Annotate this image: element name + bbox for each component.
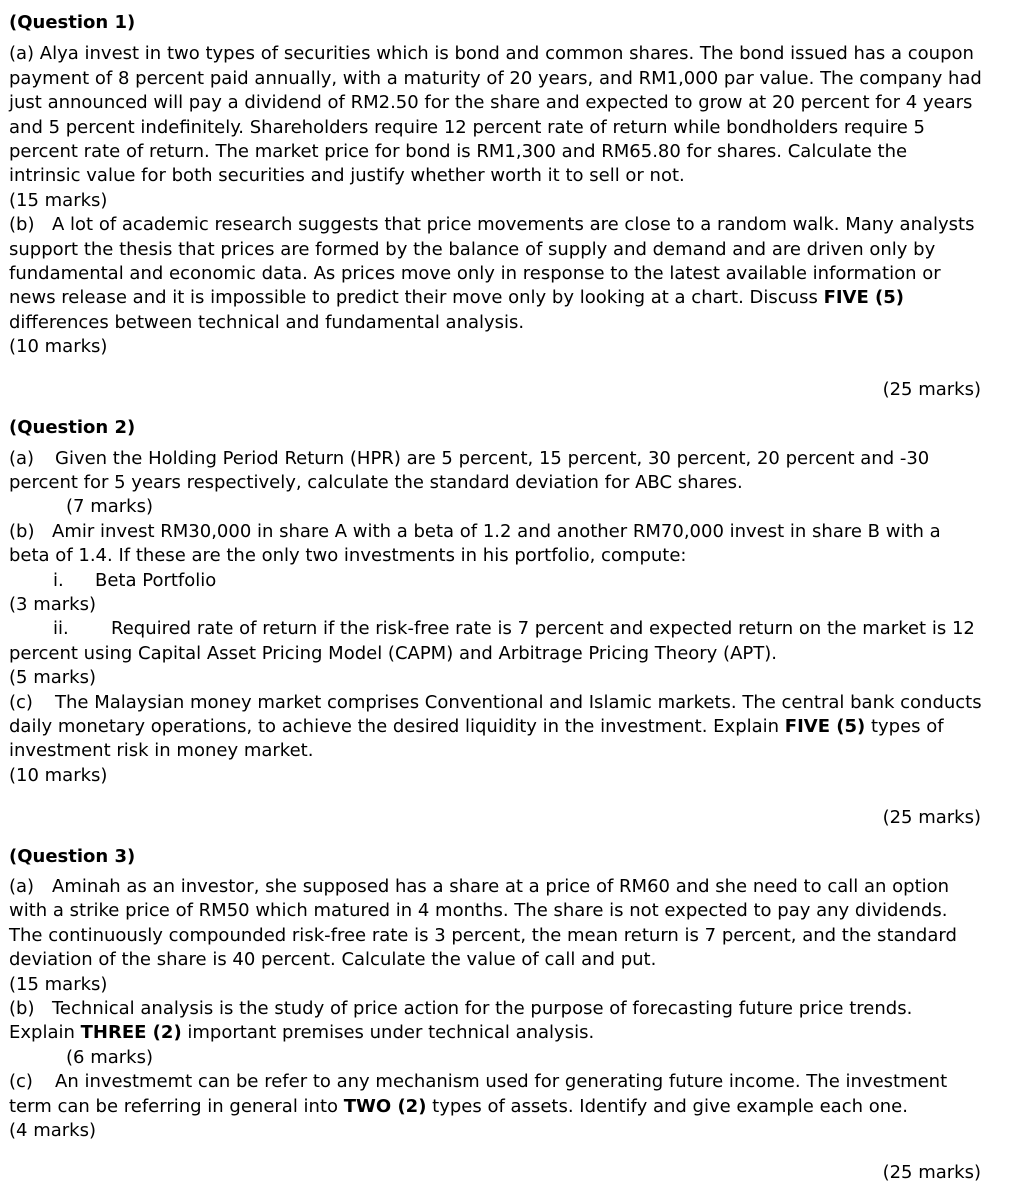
q2-part-b-ii-marks: (5 marks) — [9, 667, 96, 689]
q3-part-c-marks: (4 marks) — [9, 1120, 96, 1142]
q2-part-b-ii-label: ii. — [53, 618, 69, 640]
q2-part-b-label: (b) — [9, 520, 35, 542]
q2-part-b-ii-text: Required rate of return if the risk-free rate is 7 percent and expected return on the market is 12 percent using Capital Asset Pricing Model (CAPM) and Arbitrage Pricing Theory (APT). — [9, 618, 975, 664]
q1-part-b-label: (b) — [9, 214, 35, 236]
q2-part-b-i-text: Beta Portfolio — [95, 569, 217, 591]
q3-part-c-bold: TWO (2) — [343, 1095, 427, 1117]
q2-part-c-text-1: The Malaysian money market comprises Conventional and Islamic markets. The central bank conducts daily monetary operations, to achieve the desired liquidity in the investment. Explain — [9, 691, 982, 737]
q2-part-a-body: Given the Holding Period Return (HPR) are 5 percent, 15 percent, 30 percent, 20 percent and -30 percent for 5 years respectively, calculate the standard deviation for ABC shares. — [9, 447, 930, 493]
q1-total-marks: (25 marks) — [882, 378, 981, 400]
q2-part-c-text-2: types of investment risk in money market. — [9, 715, 944, 762]
q2-part-b-ii — [9, 617, 982, 666]
q2-part-a-label: (a) — [9, 447, 35, 469]
q3-part-a-marks: (15 marks) — [9, 973, 108, 995]
q2-part-b-i-label: i. — [53, 569, 64, 591]
q1-part-b-marks: (10 marks) — [9, 336, 108, 358]
q3-part-a-text — [9, 875, 982, 973]
q2-part-b-body: Amir invest RM30,000 in share A with a beta of 1.2 and another RM70,000 invest in share B with a beta of 1.4. If these are the only two investments in his portfolio, compute: — [9, 520, 941, 567]
q2-part-c-marks: (10 marks) — [9, 764, 108, 786]
q1-part-a-marks: (15 marks) — [9, 189, 108, 211]
q3-part-b-marks: (6 marks) — [66, 1046, 153, 1068]
q2-part-b-i-marks: (3 marks) — [9, 593, 96, 615]
question-1 — [9, 11, 982, 402]
q2-part-a-marks: (7 marks) — [66, 496, 153, 518]
q1-part-b-text-1: A lot of academic research suggests that price movements are close to a random walk. Many analysts support the thesis that prices are formed by the balance of supply and demand and are driven only by fundamental and economic data. As prices move only in response to the latest available information or news release and it is impossible to predict their move only by looking at a chart. Discuss — [9, 214, 975, 309]
question-3-title: (Question 3) — [9, 845, 136, 867]
q3-part-c-text-2: types of assets. Identify and give example each one. — [426, 1095, 908, 1117]
question-1-title: (Question 1) — [9, 12, 136, 33]
q1-part-b-bold: FIVE (5) — [823, 287, 905, 309]
q2-part-a-text — [9, 447, 982, 496]
q3-part-b-text — [9, 997, 982, 1046]
q3-part-c-text-1: An investmemt can be refer to any mechanism used for generating future income. The investment term can be referring in general into — [9, 1071, 948, 1117]
q1-part-a-text: (a) Alya invest in two types of securities which is bond and common shares. The bond issued has a coupon payment of 8 percent paid annually, with a maturity of 20 years, and RM1,000 par value. The company had just announced will pay a dividend of RM2.50 for the share and expected to grow at 20 percent for 4 years and 5 percent indefinitely. Shareholders require 12 percent rate of return while bondholders require 5 percent rate of return. The market price for bond is RM1,300 and RM65.80 for shares. Calculate the intrinsic value for both securities and justify whether worth it to sell or not. — [9, 43, 982, 187]
q2-part-c-bold: FIVE (5) — [784, 715, 866, 737]
q3-part-b-text-2: important premises under technical analysis. — [181, 1022, 595, 1044]
q2-total-marks: (25 marks) — [882, 807, 981, 829]
question-3 — [9, 845, 982, 1186]
q3-total-marks: (25 marks) — [882, 1162, 981, 1184]
q2-part-b-text — [9, 520, 982, 569]
question-2 — [9, 416, 982, 831]
q2-part-c-text — [9, 691, 982, 764]
q3-part-b-label: (b) — [9, 998, 35, 1020]
q1-part-b-text — [9, 213, 982, 335]
q3-part-a-label: (a) — [9, 876, 35, 897]
q2-part-b-i — [9, 569, 982, 593]
question-2-title: (Question 2) — [9, 417, 136, 439]
q3-part-a-body: Aminah as an investor, she supposed has a share at a price of RM60 and she need to call an option with a strike price of RM50 which matured in 4 months. The share is not expected to pay any dividends. The continuously compounded risk-free rate is 3 percent, the mean return is 7 percent, and the standard deviation of the share is 40 percent. Calculate the value of call and put. — [9, 876, 957, 971]
q3-part-b-text-1: Technical analysis is the study of price action for the purpose of forecasting future price trends. Explain — [9, 998, 913, 1044]
q3-part-c-text — [9, 1070, 982, 1119]
q3-part-c-label: (c) — [9, 1071, 33, 1093]
q2-part-c-label: (c) — [9, 691, 33, 713]
q1-part-b-text-2: differences between technical and fundamental analysis. — [9, 311, 525, 333]
q3-part-b-bold: THREE (2) — [80, 1022, 182, 1044]
